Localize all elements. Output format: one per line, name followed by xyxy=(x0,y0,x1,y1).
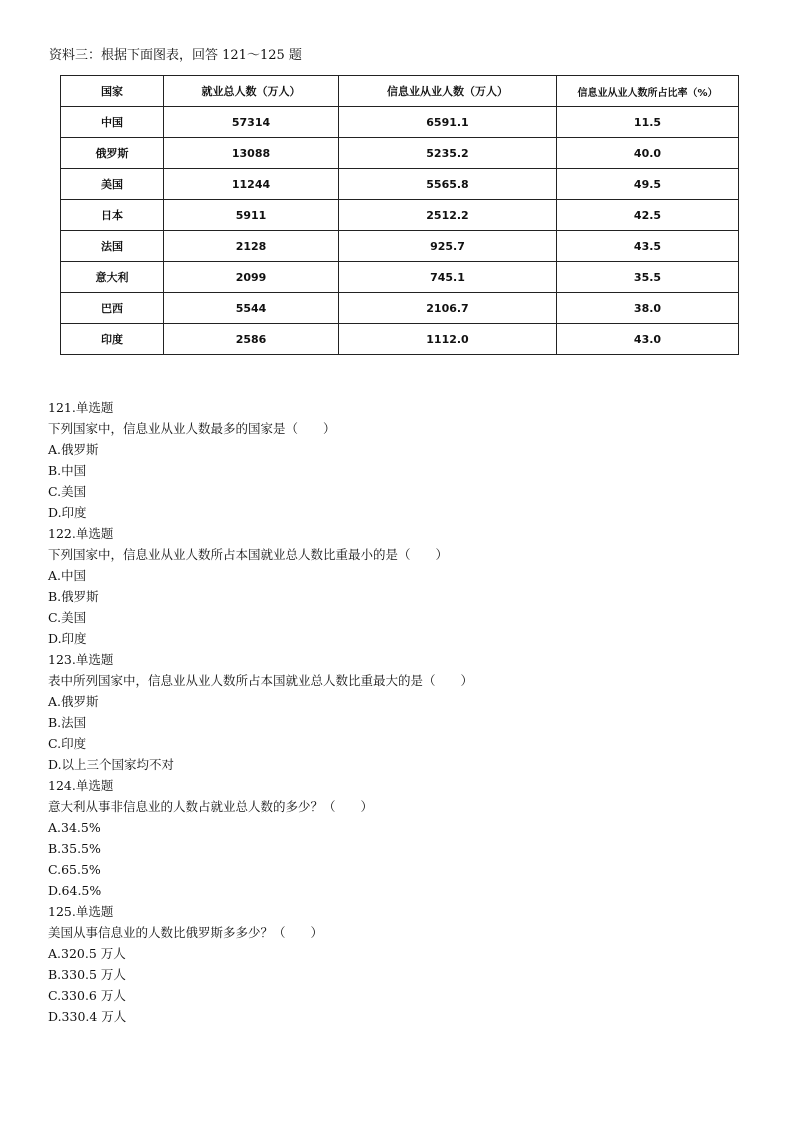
cell-info-employment: 5235.2 xyxy=(339,138,557,169)
cell-total-employment: 57314 xyxy=(164,107,339,138)
question-stem: 表中所列国家中，信息业从业人数所占本国就业总人数比重最大的是（ ） xyxy=(48,673,474,688)
question-number: 122.单选题 xyxy=(48,526,114,541)
question-stem: 美国从事信息业的人数比俄罗斯多多少？（ ） xyxy=(48,925,324,940)
question-stem: 下列国家中，信息业从业人数最多的国家是（ ） xyxy=(48,421,336,436)
cell-info-employment: 2106.7 xyxy=(339,293,557,324)
question-list xyxy=(48,397,473,1027)
cell-total-employment: 2128 xyxy=(164,231,339,262)
cell-total-employment: 13088 xyxy=(164,138,339,169)
answer-option: B.330.5 万人 xyxy=(48,967,126,982)
question-number: 123.单选题 xyxy=(48,652,114,667)
cell-country: 俄罗斯 xyxy=(61,138,164,169)
cell-total-employment: 5544 xyxy=(164,293,339,324)
question-stem: 下列国家中，信息业从业人数所占本国就业总人数比重最小的是（ ） xyxy=(48,547,449,562)
table-row xyxy=(61,138,739,169)
cell-info-ratio: 11.5 xyxy=(557,107,739,138)
answer-option: A.中国 xyxy=(48,568,87,583)
employment-table xyxy=(60,75,739,355)
question-number: 124.单选题 xyxy=(48,778,114,793)
table-body xyxy=(61,107,739,355)
header-info-employment: 信息业从业人数（万人） xyxy=(339,76,557,107)
answer-option: C.美国 xyxy=(48,484,87,499)
cell-country: 中国 xyxy=(61,107,164,138)
cell-info-employment: 925.7 xyxy=(339,231,557,262)
table-row xyxy=(61,324,739,355)
header-total-employment: 就业总人数（万人） xyxy=(164,76,339,107)
question-block xyxy=(48,523,473,649)
cell-country: 意大利 xyxy=(61,262,164,293)
answer-option: D.330.4 万人 xyxy=(48,1009,127,1024)
question-number: 121.单选题 xyxy=(48,400,114,415)
answer-option: B.法国 xyxy=(48,715,87,730)
cell-info-ratio: 49.5 xyxy=(557,169,739,200)
cell-info-ratio: 43.0 xyxy=(557,324,739,355)
answer-option: D.印度 xyxy=(48,505,87,520)
cell-country: 巴西 xyxy=(61,293,164,324)
answer-option: B.中国 xyxy=(48,463,87,478)
table-row xyxy=(61,107,739,138)
question-number: 125.单选题 xyxy=(48,904,114,919)
question-block xyxy=(48,649,473,775)
table-header-row xyxy=(61,76,739,107)
answer-option: D.64.5% xyxy=(48,883,102,898)
question-stem: 意大利从事非信息业的人数占就业总人数的多少？（ ） xyxy=(48,799,374,814)
answer-option: D.印度 xyxy=(48,631,87,646)
answer-option: B.俄罗斯 xyxy=(48,589,99,604)
cell-info-employment: 2512.2 xyxy=(339,200,557,231)
answer-option: C.330.6 万人 xyxy=(48,988,126,1003)
table-row xyxy=(61,200,739,231)
answer-option: D.以上三个国家均不对 xyxy=(48,757,175,772)
question-block xyxy=(48,775,473,901)
question-block xyxy=(48,397,473,523)
cell-total-employment: 2586 xyxy=(164,324,339,355)
answer-option: C.65.5% xyxy=(48,862,101,877)
cell-info-ratio: 35.5 xyxy=(557,262,739,293)
cell-total-employment: 5911 xyxy=(164,200,339,231)
cell-info-ratio: 43.5 xyxy=(557,231,739,262)
header-country: 国家 xyxy=(61,76,164,107)
answer-option: A.320.5 万人 xyxy=(48,946,126,961)
answer-option: A.俄罗斯 xyxy=(48,694,99,709)
table-row xyxy=(61,262,739,293)
cell-info-employment: 6591.1 xyxy=(339,107,557,138)
cell-info-employment: 1112.0 xyxy=(339,324,557,355)
answer-option: B.35.5% xyxy=(48,841,101,856)
cell-total-employment: 11244 xyxy=(164,169,339,200)
cell-info-ratio: 40.0 xyxy=(557,138,739,169)
cell-country: 美国 xyxy=(61,169,164,200)
answer-option: C.印度 xyxy=(48,736,87,751)
table-row xyxy=(61,293,739,324)
cell-country: 法国 xyxy=(61,231,164,262)
cell-info-employment: 745.1 xyxy=(339,262,557,293)
answer-option: A.34.5% xyxy=(48,820,101,835)
cell-info-employment: 5565.8 xyxy=(339,169,557,200)
cell-total-employment: 2099 xyxy=(164,262,339,293)
cell-info-ratio: 38.0 xyxy=(557,293,739,324)
cell-country: 日本 xyxy=(61,200,164,231)
material-intro: 资料三：根据下面图表，回答 121～125 题 xyxy=(49,48,302,63)
answer-option: C.美国 xyxy=(48,610,87,625)
question-block xyxy=(48,901,473,1027)
table-row xyxy=(61,169,739,200)
cell-info-ratio: 42.5 xyxy=(557,200,739,231)
table-row xyxy=(61,231,739,262)
header-info-ratio: 信息业从业人数所占比率（%） xyxy=(557,76,739,107)
answer-option: A.俄罗斯 xyxy=(48,442,99,457)
cell-country: 印度 xyxy=(61,324,164,355)
